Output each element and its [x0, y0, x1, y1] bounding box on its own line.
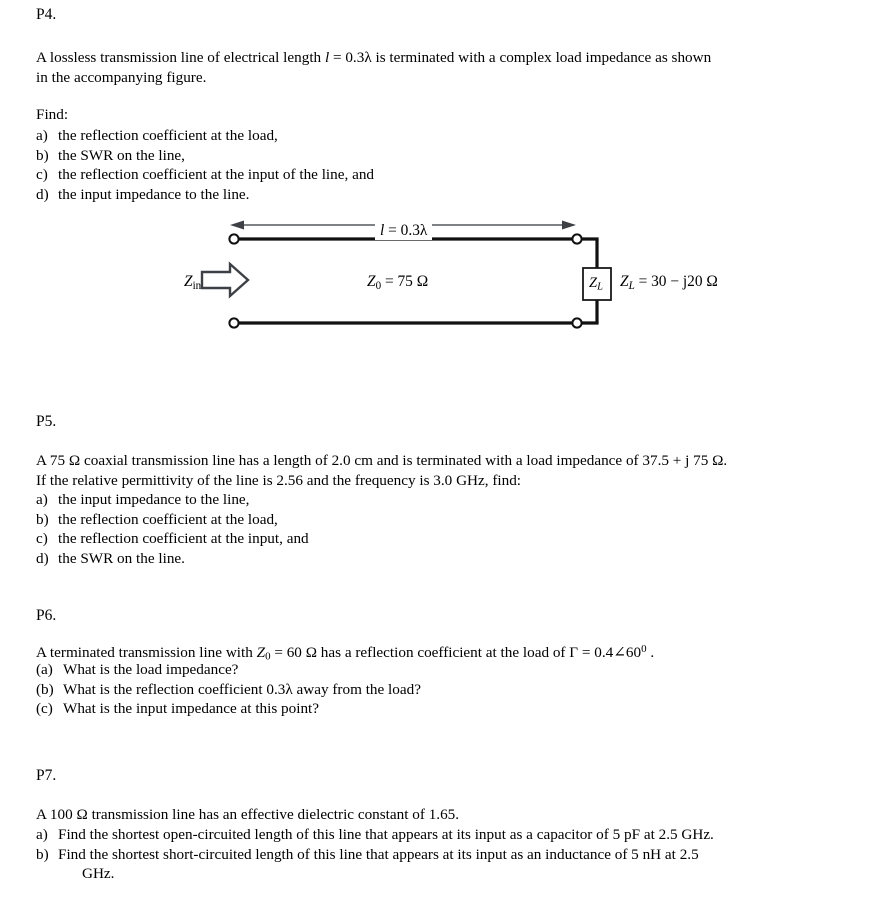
list-marker: (b): [36, 680, 54, 698]
zl-var-z: Z: [620, 273, 629, 290]
list-item: [36, 126, 374, 146]
p5-list: [36, 490, 309, 568]
terminal-input-bottom: [229, 318, 238, 327]
p6-list: [36, 660, 421, 719]
zl-value: = 30 − j20 Ω: [634, 273, 718, 290]
list-item: [36, 699, 421, 719]
zl-subscript: L: [628, 279, 635, 292]
length-var-l: l: [380, 222, 385, 239]
list-text: What is the load impedance?: [63, 661, 239, 678]
list-item: [36, 529, 309, 549]
list-marker: a): [36, 826, 48, 843]
p4-body-line-2: in the accompanying figure.: [36, 68, 207, 86]
p6-line1-part-b: = 60 Ω has a reflection coefficient at the load of Γ = 0.4∠60: [270, 643, 642, 661]
z0-value: = 75 Ω: [381, 273, 429, 290]
problem-label-p4: P4.: [36, 6, 57, 23]
p4-find-label: Find:: [36, 106, 69, 123]
zin-arrow-icon: [202, 264, 248, 296]
p4-line1-part-b: = 0.3λ is terminated with a complex load impedance as shown: [329, 49, 712, 66]
list-text: the input impedance to the line.: [58, 185, 250, 203]
list-marker: b): [36, 146, 49, 164]
list-text: the SWR on the line,: [58, 146, 185, 164]
length-value: = 0.3λ: [384, 222, 428, 239]
list-item: [36, 490, 309, 510]
figure-length-label: [375, 222, 432, 240]
p6-degree-superscript: 0: [641, 643, 647, 655]
p4-line1-var-l: l: [324, 49, 330, 66]
list-text: GHz.: [82, 865, 115, 882]
terminal-load-top: [572, 234, 581, 243]
terminal-load-bottom: [572, 318, 581, 327]
p5-body-line-2: If the relative permittivity of the line is 2.56 and the frequency is 3.0 GHz, find:: [36, 471, 522, 489]
list-text: the reflection coefficient at the input of the line, and: [58, 166, 375, 183]
p4-body-line-1: [36, 48, 711, 68]
list-item: [36, 510, 309, 530]
list-text: the reflection coefficient at the load,: [58, 127, 278, 144]
list-text: What is the input impedance at this point?: [63, 700, 320, 717]
p6-var-z: Z: [256, 643, 266, 661]
p7-body-line-1: A 100 Ω transmission line has an effective dielectric constant of 1.65.: [36, 806, 460, 823]
zlbox-subscript: L: [597, 281, 603, 293]
list-text: Find the shortest open-circuited length of this line that appears at its input as a capacitor of 5 pF at 2.5 GHz.: [58, 826, 714, 843]
list-marker: b): [36, 845, 49, 863]
terminal-input-top: [229, 234, 238, 243]
figure-zin-label: [184, 273, 201, 292]
list-item: [36, 825, 714, 845]
zin-var-z: Z: [184, 273, 193, 290]
list-text: the SWR on the line.: [58, 549, 185, 567]
transmission-line-figure: [170, 210, 780, 350]
list-item: [36, 165, 374, 185]
zlbox-var-z: Z: [589, 275, 598, 291]
p7-list: [36, 825, 714, 884]
list-item: [36, 660, 421, 680]
list-item: [36, 845, 714, 865]
list-marker: a): [36, 127, 48, 144]
problem-label-p7: P7.: [36, 767, 57, 784]
list-marker: (c): [36, 700, 53, 717]
list-item: [36, 185, 374, 205]
p6-z-subscript: 0: [265, 650, 271, 663]
p4-body: [36, 48, 711, 87]
list-marker: d): [36, 549, 49, 567]
p5-body-line-1: A 75 Ω coaxial transmission line has a length of 2.0 cm and is terminated with a load impedance of 37.5 + j 75 Ω.: [36, 452, 728, 469]
p6-line1-part-a: A terminated transmission line with: [36, 643, 257, 661]
p5-body: [36, 451, 727, 490]
list-text: Find the shortest short-circuited length of this line that appears at its input as an inductance of 5 nH at 2.5: [58, 845, 699, 863]
list-item: [36, 680, 421, 700]
figure-z0-label: [367, 273, 428, 292]
list-text: the reflection coefficient at the load,: [58, 510, 278, 528]
list-text: What is the reflection coefficient 0.3λ away from the load?: [63, 680, 421, 698]
list-marker: c): [36, 166, 48, 183]
list-marker: a): [36, 491, 48, 508]
figure-zl-value-label: [620, 273, 718, 292]
z0-subscript: 0: [375, 279, 382, 292]
list-item: [36, 864, 714, 884]
list-item: [36, 549, 309, 569]
list-marker: c): [36, 530, 48, 547]
p4-list: [36, 126, 374, 204]
list-text: the input impedance to the line,: [58, 491, 250, 508]
list-marker: d): [36, 185, 49, 203]
p4-line1-part-a: A lossless transmission line of electrical length: [36, 49, 325, 66]
list-marker: (a): [36, 661, 53, 678]
problem-label-p6: P6.: [36, 607, 57, 624]
p6-line1-part-c: .: [646, 643, 655, 661]
zin-subscript: in: [192, 279, 202, 292]
p7-body: [36, 805, 459, 825]
problem-label-p5: P5.: [36, 413, 57, 430]
z0-var-z: Z: [367, 273, 376, 290]
list-item: [36, 146, 374, 166]
figure-zl-box-label: [589, 275, 603, 293]
list-text: the reflection coefficient at the input, and: [58, 530, 309, 547]
list-marker: b): [36, 510, 49, 528]
